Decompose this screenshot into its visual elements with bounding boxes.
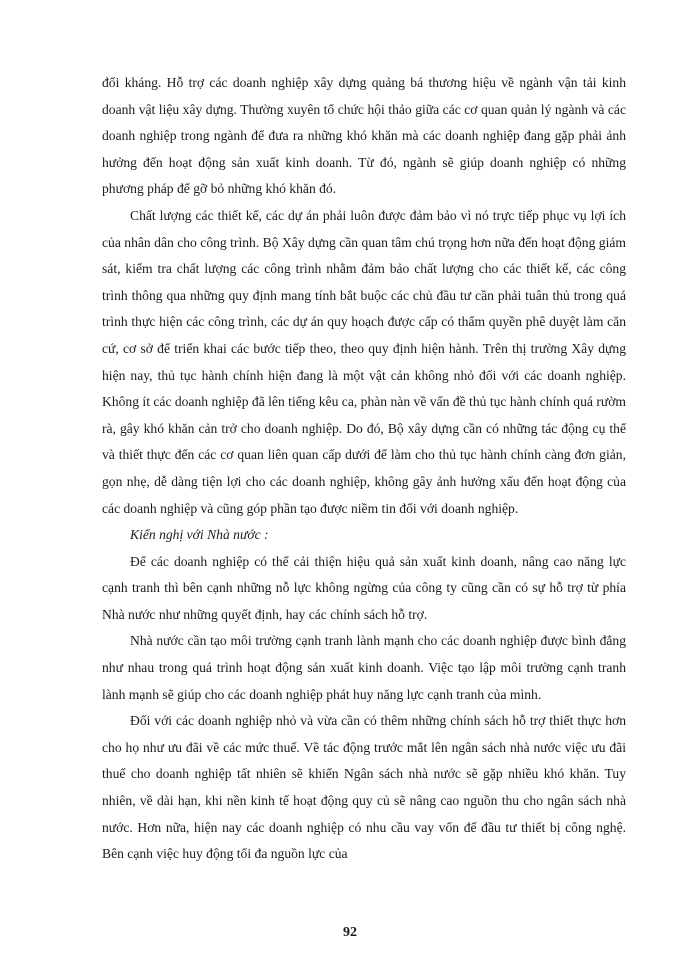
- paragraph-design-quality: Chất lượng các thiết kế, các dự án phải luôn được đảm bảo vì nó trực tiếp phục vụ lợi ích của nhân dân cho công trình. Bộ Xây dựng cần quan tâm chú trọng hơn nữa đến hoạt động giám sát, kiểm tra chất lượng các công trình nhằm đảm bảo chất lượng cho các thiết kế, các công trình thông qua những quy định mang tính bắt buộc các chủ đầu tư cần phải tuân thủ trong quá trình thực hiện các công trình, các dự án quy hoạch được cấp có thẩm quyền phê duyệt làm căn cứ, cơ sở để triển khai các bước tiếp theo, theo quy định hiện hành. Trên thị trường Xây dựng hiện nay, thủ tục hành chính hiện đang là một vật cản không nhỏ đối với các doanh nghiệp. Không ít các doanh nghiệp đã lên tiếng kêu ca, phàn nàn về vấn đề thủ tục hành chính quá rườm rà, gây khó khăn cản trở cho doanh nghiệp. Do đó, Bộ xây dựng cần có những tác động cụ thể và thiết thực đến các cơ quan liên quan cấp dưới để làm cho thủ tục hành chính càng đơn giản, gọn nhẹ, dễ dàng tiện lợi cho các doanh nghiệp, không gây ảnh hưởng xấu đến hoạt động của các doanh nghiệp và cũng góp phần tạo được niềm tin đối với doanh nghiệp.: [102, 207, 626, 516]
- page-number: 92: [343, 925, 357, 940]
- paragraph-competitiveness: Để các doanh nghiệp có thể cải thiện hiệu quả sản xuất kinh doanh, nâng cao năng lực cạnh tranh thì bên cạnh những nỗ lực không ngừng của công ty cũng cần có sự hỗ trợ từ phía Nhà nước như những quyết định, hay các chính sách hỗ trợ.: [102, 553, 626, 622]
- section-heading-state-recommendations: Kiến nghị với Nhà nước :: [130, 527, 269, 543]
- document-body: [102, 70, 626, 868]
- paragraph-support-businesses: đối kháng. Hỗ trợ các doanh nghiệp xây dựng quảng bá thương hiệu về ngành vận tải kinh doanh vật liệu xây dựng. Thường xuyên tổ chức hội thảo giữa các cơ quan quản lý ngành và các doanh nghiệp trong ngành để đưa ra những khó khăn mà các doanh nghiệp đang gặp phải ảnh hưởng đến hoạt động sản xuất kinh doanh. Từ đó, ngành sẽ giúp doanh nghiệp có những phương pháp để gỡ bỏ những khó khăn đó.: [102, 75, 626, 197]
- paragraph-sme-tax-policy: Đối với các doanh nghiệp nhỏ và vừa cần có thêm những chính sách hỗ trợ thiết thực hơn cho họ như ưu đãi về các mức thuế. Về tác động trước mắt lên ngân sách nhà nước việc ưu đãi thuế cho doanh nghiệp tất nhiên sẽ khiến Ngân sách nhà nước sẽ gặp nhiều khó khăn. Tuy nhiên, về dài hạn, khi nền kinh tế hoạt động quy củ sẽ nâng cao nguồn thu cho ngân sách nhà nước. Hơn nữa, hiện nay các doanh nghiệp có nhu cầu vay vốn để đầu tư thiết bị công nghệ. Bên cạnh việc huy động tối đa nguồn lực của: [102, 713, 626, 862]
- paragraph-fair-competition: Nhà nước cần tạo môi trường cạnh tranh lành mạnh cho các doanh nghiệp được bình đẳng như nhau trong quá trình hoạt động sản xuất kinh doanh. Việc tạo lập môi trường cạnh tranh lành mạnh sẽ giúp cho các doanh nghiệp phát huy năng lực cạnh tranh của mình.: [102, 633, 626, 702]
